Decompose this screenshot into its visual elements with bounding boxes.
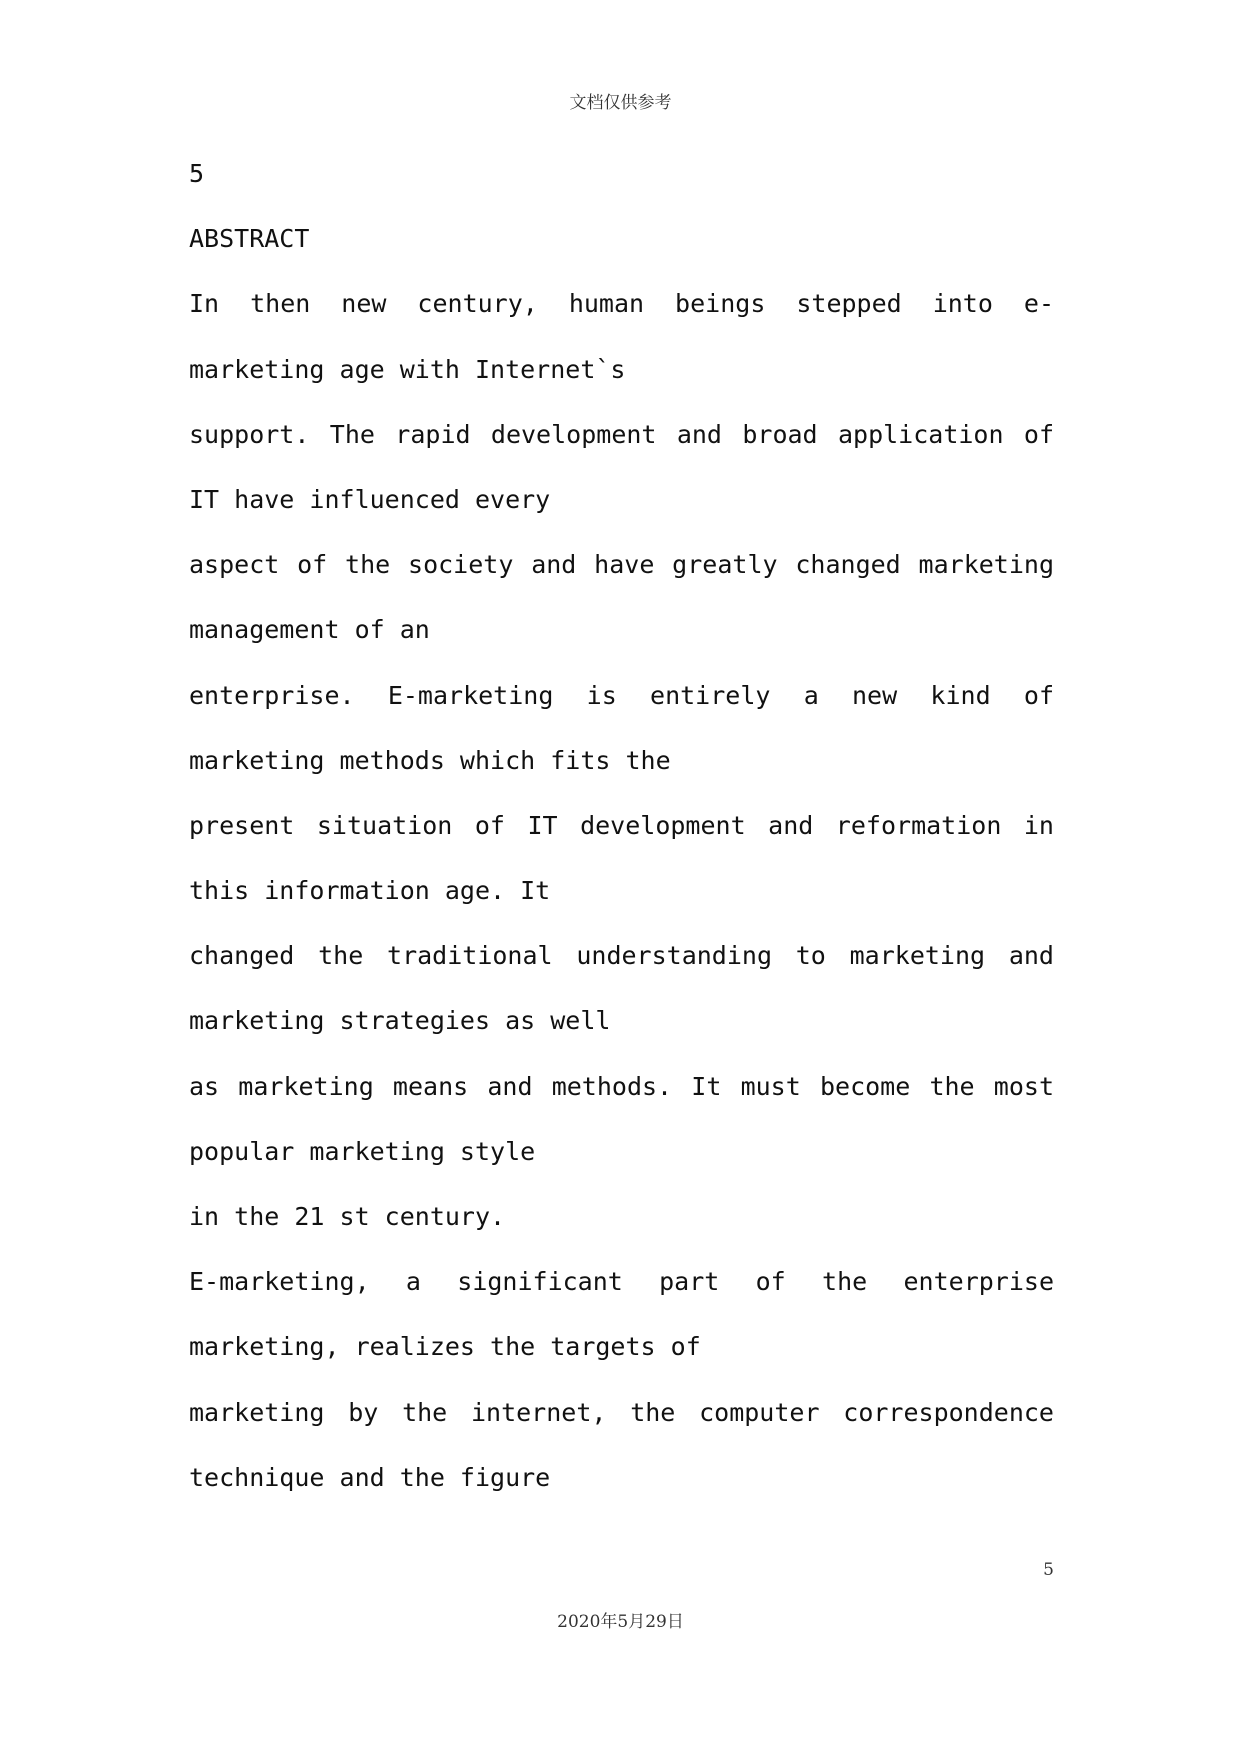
- section-number: 5: [189, 160, 205, 188]
- text-line: as marketing means and methods. It must become the most: [189, 1072, 1054, 1101]
- text-line: In then new century, human beings stepped into e-: [189, 290, 1054, 319]
- text-line: support. The rapid development and broad application of: [189, 420, 1054, 449]
- text-line: marketing strategies as well: [189, 1007, 611, 1036]
- footer-date: 2020年5月29日: [557, 1612, 684, 1632]
- text-line: marketing methods which fits the: [189, 746, 671, 775]
- text-line: in the 21 st century.: [189, 1203, 506, 1231]
- text-line: marketing, realizes the targets of: [189, 1333, 701, 1362]
- page-number: 5: [1043, 1560, 1054, 1580]
- text-line: marketing by the internet, the computer correspondence: [189, 1398, 1054, 1427]
- text-line: management of an: [189, 616, 430, 645]
- text-line: technique and the figure: [189, 1463, 551, 1492]
- text-line: E-marketing, a significant part of the enterprise: [189, 1268, 1054, 1297]
- text-line: popular marketing style: [189, 1137, 536, 1166]
- text-line: aspect of the society and have greatly changed marketing: [189, 551, 1054, 580]
- text-line: this information age. It: [189, 877, 551, 906]
- text-line: changed the traditional understanding to marketing and: [189, 942, 1054, 971]
- text-line: present situation of IT development and reformation in: [189, 811, 1054, 840]
- abstract-heading: ABSTRACT: [189, 225, 310, 254]
- text-line: IT have influenced every: [189, 485, 551, 514]
- document-body: [189, 160, 1054, 1529]
- text-line: marketing age with Internet`s: [189, 355, 626, 384]
- text-line: enterprise. E-marketing is entirely a new kind of: [189, 681, 1054, 710]
- page-header: 文档仅供参考: [569, 93, 672, 113]
